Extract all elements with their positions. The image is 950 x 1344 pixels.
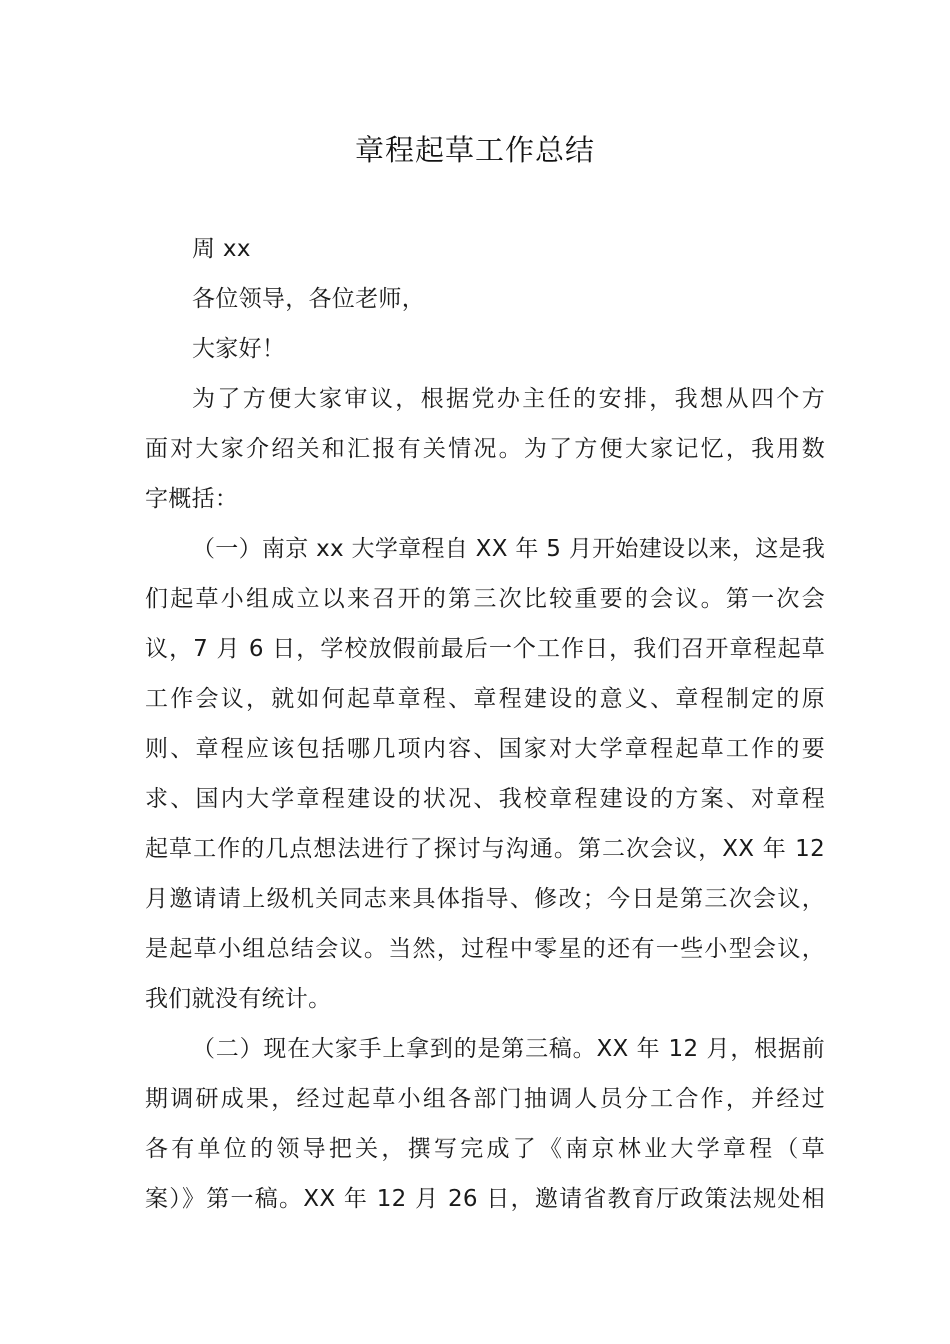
paragraph-line: 则、章程应该包括哪几项内容、国家对大学章程起草工作的要 — [145, 736, 825, 762]
paragraph-line: 议，7 月 6 日，学校放假前最后一个工作日，我们召开章程起草 — [145, 636, 825, 662]
paragraph-line: 起草工作的几点想法进行了探讨与沟通。第二次会议，XX 年 12 — [145, 836, 825, 862]
paragraph-line: （二）现在大家手上拿到的是第三稿。XX 年 12 月，根据前 — [192, 1036, 825, 1062]
paragraph-line: 字概括： — [145, 486, 239, 512]
salutation-line: 各位领导，各位老师， — [192, 286, 425, 312]
document-title: 章程起草工作总结 — [354, 133, 595, 167]
paragraph-line: 工作会议，就如何起草章程、章程建设的意义、章程制定的原 — [145, 686, 825, 712]
greeting-line: 大家好！ — [192, 336, 286, 362]
paragraph-line: 为了方便大家审议，根据党办主任的安排，我想从四个方 — [192, 386, 825, 412]
paragraph-line: 求、国内大学章程建设的状况、我校章程建设的方案、对章程 — [145, 786, 825, 812]
author-line: 周 xx — [192, 236, 251, 262]
paragraph-line: 面对大家介绍关和汇报有关情况。为了方便大家记忆，我用数 — [145, 436, 825, 462]
paragraph-line: 我们就没有统计。 — [145, 986, 332, 1012]
paragraph-line: 们起草小组成立以来召开的第三次比较重要的会议。第一次会 — [145, 586, 825, 612]
paragraph-line: 案）》第一稿。XX 年 12 月 26 日，邀请省教育厅政策法规处相 — [145, 1186, 825, 1212]
paragraph-line: 各有单位的领导把关，撰写完成了《南京林业大学章程（草 — [145, 1136, 825, 1162]
paragraph-line: 月邀请请上级机关同志来具体指导、修改；今日是第三次会议， — [145, 886, 825, 912]
document-body — [145, 224, 825, 1224]
paragraph-line: 期调研成果，经过起草小组各部门抽调人员分工合作，并经过 — [145, 1086, 825, 1112]
paragraph-line: （一）南京 xx 大学章程自 XX 年 5 月开始建设以来，这是我 — [192, 536, 826, 562]
paragraph-line: 是起草小组总结会议。当然，过程中零星的还有一些小型会议， — [145, 936, 825, 962]
